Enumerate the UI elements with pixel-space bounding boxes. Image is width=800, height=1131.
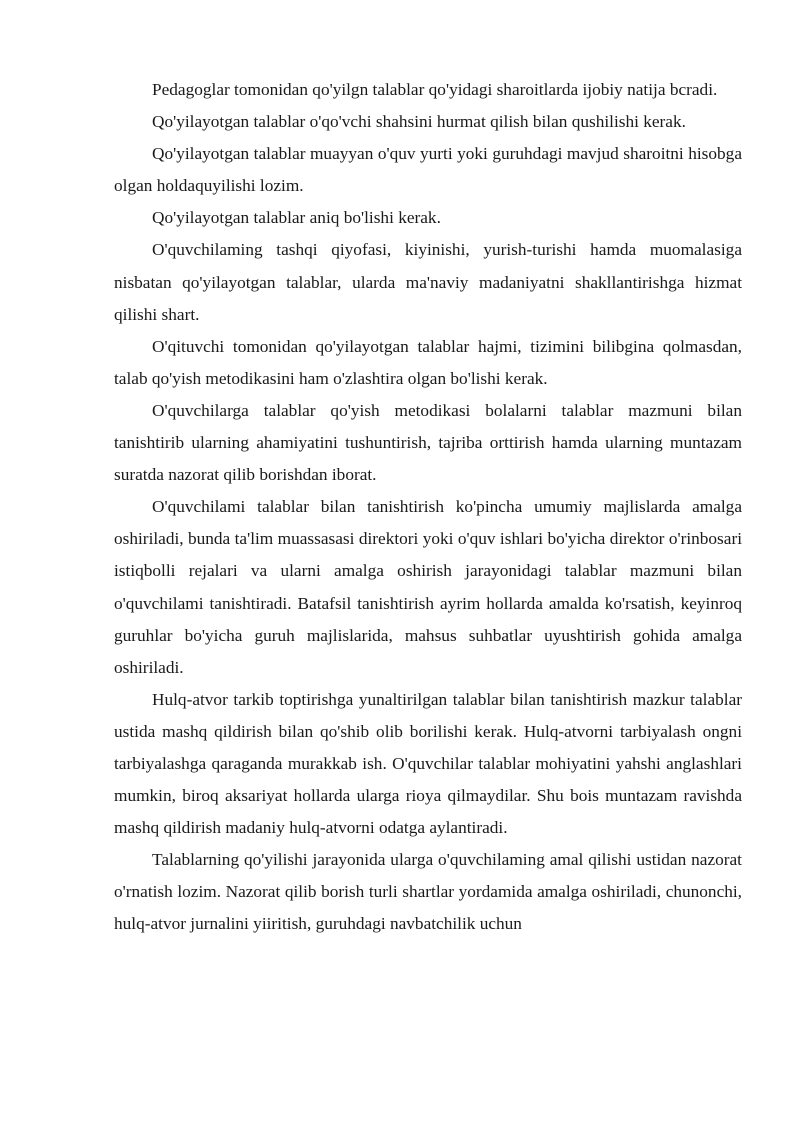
paragraph-1: Pedagoglar tomonidan qo'yilgn talablar qo'yidagi sharoitlarda ijobiy natija bcradi. [152,80,718,99]
paragraph-5: O'quvchilaming tashqi qiyofasi, kiyinishi, yurish-turishi hamda muomalasiga nisbatan qo'yilayotgan talablar, ularda ma'naviy madaniyatni shakllantirishga hizmat qilishi shart. [114,240,742,324]
document-page [114,74,742,941]
paragraph-6: O'qituvchi tomonidan qo'yilayotgan talablar hajmi, tizimini bilibgina qolmasdan, talab qo'yish metodikasini ham o'zlashtira olgan bo'lishi kerak. [114,336,742,388]
paragraph-4: Qo'yilayotgan talablar aniq bo'lishi kerak. [152,208,441,228]
paragraph-7: O'quvchilarga talablar qo'yish metodikasi bolalarni talablar mazmuni bilan tanishtirib ularning ahamiyatini tushuntirish, tajriba orttirish hamda ularning muntazam suratda nazorat qilib borishdan iborat. [114,400,742,485]
paragraph-8: O'quvchilami talablar bilan tanishtirish ko'pincha umumiy majlislarda amalga oshiriladi, bunda ta'lim muassasasi direktori yoki o'quv ishlari bo'yicha direktor o'rinbosari istiqbolli rejalari va ularni amalga oshirish jarayonidagi talablar mazmuni bilan o'quvchilami tanishtiradi. Batafsil tanishtirish ayrim hollarda amalda ko'rsatish, keyinroq guruhlar bo'yicha guruh majlislarida, mahsus suhbatlar uyushtirish gohida amalga oshiriladi. [114,497,742,677]
paragraph-3: Qo'yilayotgan talablar muayyan o'quv yurti yoki guruhdagi mavjud sharoitni hisobga olgan holdaquyilishi lozim. [114,144,742,196]
paragraph-9: Hulq-atvor tarkib toptirishga yunaltirilgan talablar bilan tanishtirish mazkur talablar ustida mashq qildirish bilan qo'shib olib borilishi kerak. Hulq-atvorni tarbiyalash ongni tarbiyalashga qaraganda murakkab ish. O'quvchilar talablar mohiyatini yahshi anglashlari mumkin, biroq aksariyat hollarda ularga rioya qilmaydilar. Shu bois muntazam ravishda mashq qildirish madaniy hulq-atvorni odatga aylantiradi. [114,689,742,838]
paragraph-2: Qo'yilayotgan talablar o'qo'vchi shahsini hurmat qilish bilan qushilishi kerak. [152,112,686,132]
paragraph-10: Talablarning qo'yilishi jarayonida ularga o'quvchilaming amal qilishi ustidan nazorat o'rnatish lozim. Nazorat qilib borish turli shartlar yordamida amalga oshiriladi, chunonchi, hulq-atvor jurnalini yiiritish, guruhdagi navbatchilik uchun [114,850,742,934]
